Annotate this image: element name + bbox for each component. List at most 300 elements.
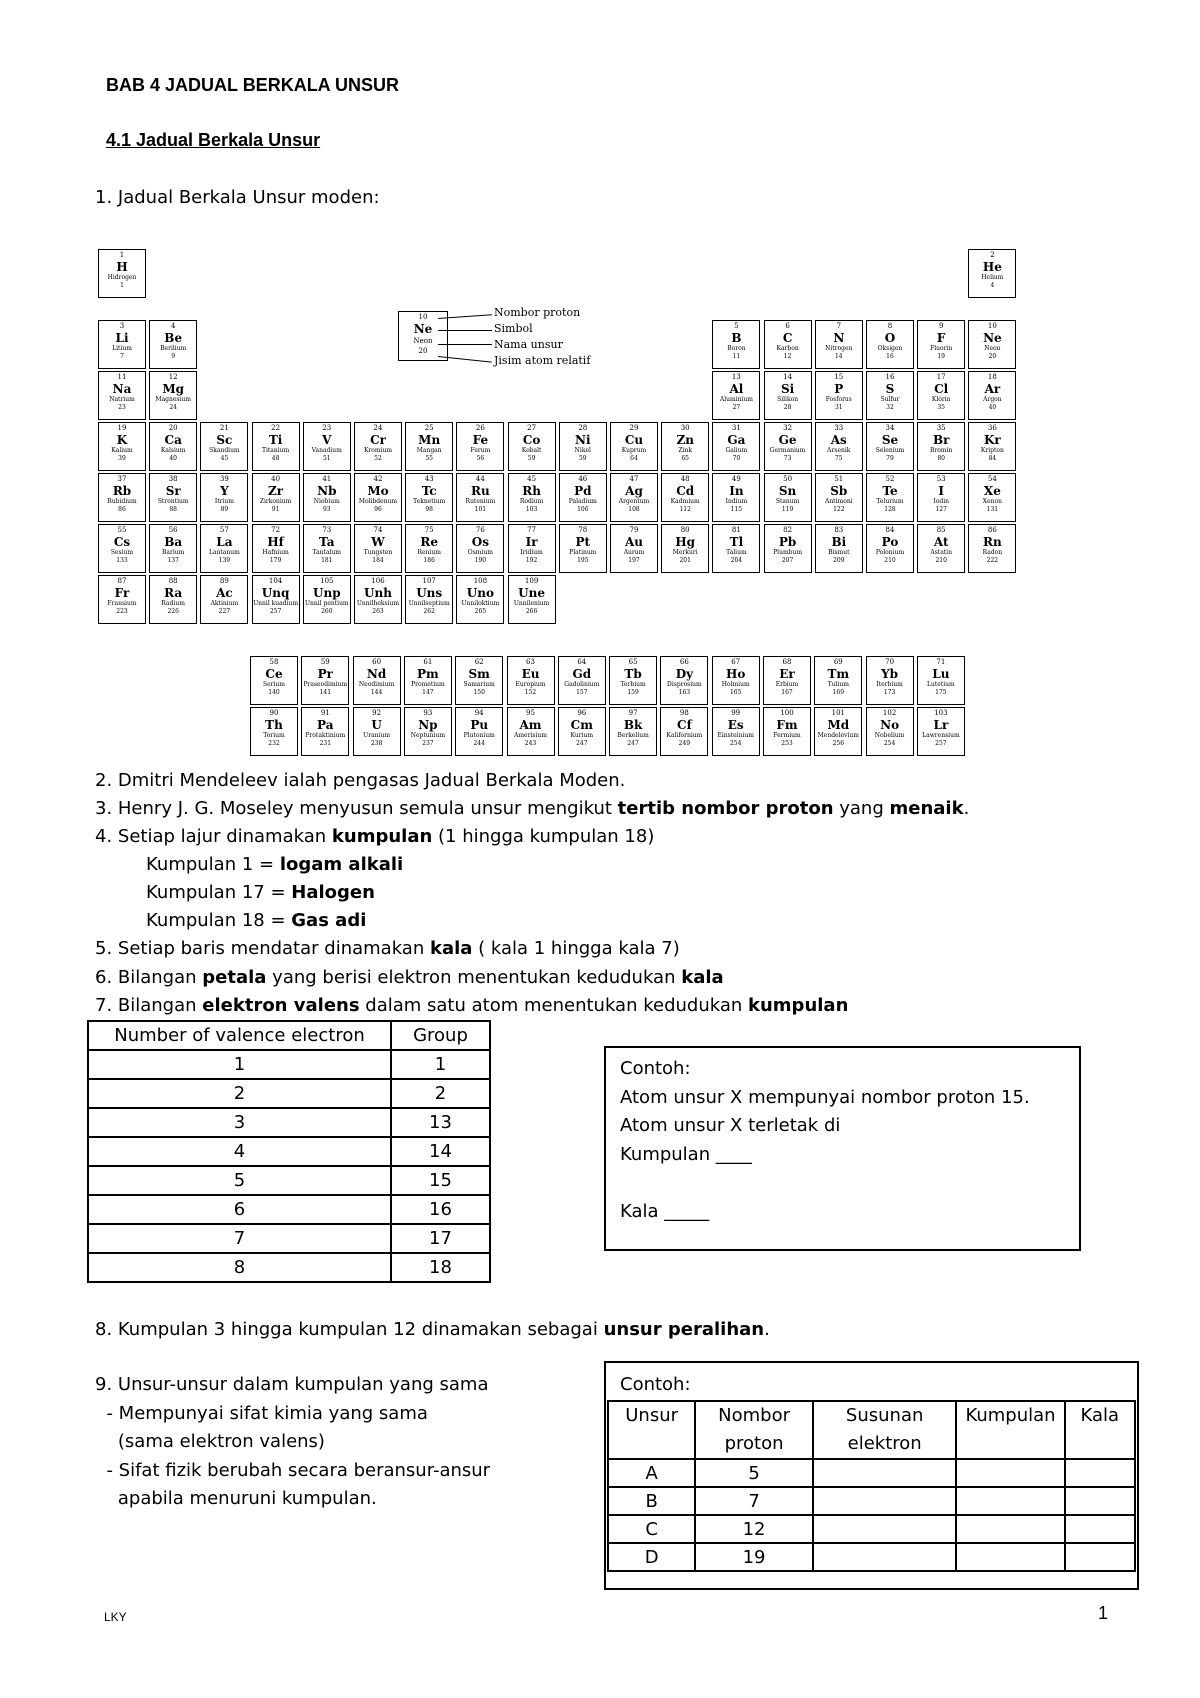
element-mass: 86: [118, 506, 126, 513]
element-cell: [917, 524, 965, 573]
element-cell: [456, 473, 504, 522]
element-cell: [303, 524, 351, 573]
element-mass: 181: [321, 557, 333, 564]
element-mass: 65: [681, 455, 689, 462]
element-symbol: Tl: [729, 535, 744, 549]
element-mass: 56: [476, 455, 485, 462]
column-header-line: Kumpulan: [965, 1405, 1056, 1426]
element-symbol: Ba: [164, 535, 183, 549]
element-symbol: Pt: [575, 535, 591, 549]
valence-cell: 2: [88, 1079, 391, 1108]
element-name: Kalium: [111, 447, 133, 454]
element-mass: 59: [578, 455, 587, 462]
element-name: Neptunium: [410, 732, 446, 739]
element-mass: 39: [118, 455, 126, 462]
element-proton: 29: [629, 424, 639, 432]
element-cell: [405, 575, 453, 624]
element-mass: 184: [372, 557, 384, 564]
element-symbol: Ce: [265, 667, 283, 681]
item-8: 8. Kumpulan 3 hingga kumpulan 12 dinamakan sebagai unsur peralihan.: [95, 1319, 770, 1340]
element-proton: 93: [423, 709, 433, 717]
element-symbol: Y: [220, 484, 229, 498]
element-name: Uranium: [363, 732, 391, 739]
element-mass: 190: [474, 557, 487, 564]
element-cell: [98, 524, 146, 573]
element-symbol: Ho: [726, 667, 746, 681]
valence-cell: 8: [88, 1253, 391, 1282]
key-label-name: Nama unsur: [494, 338, 563, 351]
element-name: Indium: [725, 498, 748, 505]
element-proton: 38: [168, 475, 178, 483]
element-name: Fransium: [107, 600, 137, 607]
element-cell: [252, 575, 300, 624]
element-proton: 63: [526, 658, 535, 666]
element-cell: [712, 422, 760, 471]
element-symbol: Fm: [776, 718, 798, 732]
table-row: [88, 1079, 490, 1108]
element-symbol: Au: [624, 535, 644, 549]
element-proton: 80: [680, 526, 690, 534]
element-proton: 30: [680, 424, 690, 432]
element-mass: 140: [268, 689, 280, 696]
element-proton: 76: [475, 526, 485, 534]
valence-cell: 7: [88, 1224, 391, 1253]
element-symbol: Ra: [164, 586, 183, 600]
page-number: 1: [1098, 1603, 1109, 1623]
element-mass: 101: [474, 506, 487, 513]
element-mass: 11: [732, 353, 741, 360]
element-cell: [764, 320, 812, 369]
element-proton: 24: [373, 424, 383, 432]
element-proton: 36: [987, 424, 997, 432]
element-cell: [712, 320, 760, 369]
element-name: Gadolinium: [564, 681, 600, 688]
element-mass: 52: [374, 455, 382, 462]
element-symbol: Cd: [676, 484, 695, 498]
element-mass: 23: [118, 404, 126, 411]
element-name: Germanium: [769, 447, 806, 454]
element-symbol: I: [938, 484, 944, 498]
element-symbol: Gd: [572, 667, 592, 681]
element-symbol: Kr: [984, 433, 1001, 447]
element-cell: [968, 249, 1016, 298]
table-row: [88, 1137, 490, 1166]
element-proton: 90: [269, 709, 279, 717]
element-mass: 197: [628, 557, 640, 564]
element-proton: 37: [117, 475, 127, 483]
table-row: [88, 1108, 490, 1137]
table-row: [88, 1253, 490, 1282]
element-symbol: Tb: [624, 667, 642, 681]
element-mass: 27: [732, 404, 741, 411]
element-cell: [815, 320, 863, 369]
element-proton: 99: [731, 709, 741, 717]
item-9-line: apabila menuruni kumpulan.: [95, 1488, 377, 1509]
element-symbol: Hg: [675, 535, 696, 549]
element-symbol: In: [729, 484, 744, 498]
element-symbol: Unp: [313, 586, 341, 600]
element-proton: 28: [578, 424, 588, 432]
element-name: Magnesium: [155, 396, 191, 403]
element-cell: [200, 524, 248, 573]
element-mass: 227: [218, 608, 231, 615]
element-cell: [405, 422, 453, 471]
element-mass: 75: [834, 455, 843, 462]
column-header: [695, 1401, 813, 1459]
element-proton: 109: [524, 577, 539, 585]
table-cell: 19: [695, 1543, 813, 1571]
element-cell: [303, 422, 351, 471]
group-cell: 1: [391, 1050, 490, 1079]
element-cell: [764, 473, 812, 522]
element-name: Disprosium: [667, 681, 702, 688]
element-cell: [815, 473, 863, 522]
group-cell: 15: [391, 1166, 490, 1195]
element-mass: 147: [422, 689, 434, 696]
item-7: 7. Bilangan elektron valens dalam satu atom menentukan kedudukan kumpulan: [95, 995, 849, 1016]
element-symbol: Er: [779, 667, 795, 681]
element-name: Nobelium: [874, 732, 905, 739]
example-1-line: Kumpulan ____: [620, 1143, 752, 1165]
element-symbol: P: [834, 382, 844, 396]
element-name: Hafnium: [262, 549, 289, 556]
item-2: 2. Dmitri Mendeleev ialah pengasas Jadual Berkala Moden.: [95, 770, 626, 791]
element-mass: 139: [218, 557, 231, 564]
element-mass: 70: [732, 455, 741, 462]
item-9-line: 9. Unsur-unsur dalam kumpulan yang sama: [95, 1374, 489, 1395]
element-name: Lawrensium: [922, 732, 960, 739]
element-proton: 89: [219, 577, 229, 585]
element-proton: 53: [936, 475, 946, 483]
element-proton: 19: [117, 424, 127, 432]
table-row: [608, 1487, 1135, 1515]
group-cell: 17: [391, 1224, 490, 1253]
element-symbol: Mo: [367, 484, 389, 498]
valence-cell: 3: [88, 1108, 391, 1137]
element-symbol: Nd: [366, 667, 387, 681]
column-header: [956, 1401, 1064, 1459]
element-mass: 1: [120, 282, 124, 289]
element-mass: 98: [425, 506, 433, 513]
column-header: [813, 1401, 957, 1459]
element-proton: 68: [782, 658, 792, 666]
element-symbol: Dy: [675, 667, 694, 681]
element-name: Unnilseptium: [408, 600, 450, 607]
table-row: [88, 1166, 490, 1195]
group-cell: 2: [391, 1079, 490, 1108]
element-cell: [763, 707, 811, 756]
element-symbol: Sn: [778, 484, 797, 498]
element-mass: 163: [678, 689, 691, 696]
element-proton: 94: [474, 709, 484, 717]
element-name: Argentum: [618, 498, 650, 505]
element-proton: 88: [168, 577, 178, 585]
example-1-line: Atom unsur X terletak di: [620, 1115, 841, 1136]
element-proton: 84: [885, 526, 895, 534]
table-cell: [1065, 1487, 1135, 1515]
element-symbol: Li: [115, 331, 129, 345]
element-proton: 33: [834, 424, 844, 432]
element-proton: 97: [628, 709, 638, 717]
element-name: Protaktinium: [305, 732, 346, 739]
element-symbol: Sc: [216, 433, 233, 447]
element-symbol: Lr: [933, 718, 949, 732]
element-cell: [866, 707, 914, 756]
table-cell: [956, 1459, 1064, 1487]
element-proton: 32: [783, 424, 793, 432]
element-proton: 44: [475, 475, 485, 483]
element-mass: 84: [988, 455, 997, 462]
element-name: Polonium: [875, 549, 905, 556]
element-name: Lantanum: [208, 549, 240, 556]
example-2-table: [607, 1400, 1136, 1572]
element-proton: 39: [219, 475, 229, 483]
element-name: Antimoni: [824, 498, 853, 505]
element-name: Sesium: [110, 549, 134, 556]
element-cell: [609, 707, 657, 756]
element-proton: 72: [271, 526, 281, 534]
element-mass: 179: [269, 557, 282, 564]
element-name: Rubidium: [107, 498, 137, 505]
element-symbol: Unh: [364, 586, 392, 600]
element-name: Aurum: [623, 549, 645, 556]
element-mass: 32: [886, 404, 894, 411]
element-proton: 104: [268, 577, 283, 585]
element-cell: [917, 371, 965, 420]
element-proton: 31: [731, 424, 741, 432]
element-mass: 144: [370, 689, 383, 696]
column-header: [1065, 1401, 1135, 1459]
element-cell: [764, 524, 812, 573]
element-symbol: Es: [727, 718, 744, 732]
element-name: Kromium: [363, 447, 393, 454]
table-cell: [1065, 1459, 1135, 1487]
element-symbol: Tc: [421, 484, 437, 498]
element-cell: [303, 575, 351, 624]
element-symbol: N: [833, 331, 845, 345]
element-proton: 54: [987, 475, 997, 483]
element-proton: 65: [628, 658, 638, 666]
element-symbol: Re: [420, 535, 438, 549]
element-mass: 28: [783, 404, 792, 411]
element-proton: 102: [882, 709, 897, 717]
element-name: Xenon: [982, 498, 1002, 505]
element-proton: 106: [371, 577, 385, 585]
element-mass: 91: [271, 506, 280, 513]
element-cell: [712, 524, 760, 573]
element-name: Kuprum: [621, 447, 647, 454]
element-cell: [508, 473, 556, 522]
element-proton: 46: [578, 475, 588, 483]
element-symbol: Si: [780, 382, 795, 396]
element-proton: 67: [731, 658, 741, 666]
section-heading: 4.1 Jadual Berkala Unsur: [106, 130, 321, 150]
element-name: Talium: [726, 549, 747, 556]
element-symbol: Pd: [574, 484, 592, 498]
element-mass: 247: [627, 740, 639, 747]
element-cell: [455, 656, 503, 705]
element-cell: [456, 524, 504, 573]
element-cell: [301, 707, 349, 756]
element-proton: 87: [117, 577, 127, 585]
element-cell: [404, 707, 452, 756]
element-symbol: Np: [418, 718, 438, 732]
element-name: Hidrogen: [107, 274, 137, 281]
element-proton: 15: [834, 373, 844, 381]
element-name: Terbium: [620, 681, 646, 688]
element-name: Mangan: [416, 447, 442, 454]
valence-cell: 5: [88, 1166, 391, 1195]
table-cell: [813, 1487, 957, 1515]
element-mass: 253: [781, 740, 793, 747]
element-cell: [149, 575, 197, 624]
element-mass: 157: [576, 689, 588, 696]
element-cell: [200, 575, 248, 624]
group-cell: 14: [391, 1137, 490, 1166]
element-symbol: O: [884, 331, 896, 345]
element-symbol: Ge: [778, 433, 797, 447]
element-mass: 19: [937, 353, 945, 360]
element-symbol: Cl: [934, 382, 949, 396]
element-mass: 186: [423, 557, 435, 564]
element-mass: 159: [627, 689, 639, 696]
element-proton: 8: [887, 322, 893, 330]
element-mass: 4: [990, 282, 995, 289]
element-name: Rutenium: [465, 498, 496, 505]
element-cell: [814, 707, 862, 756]
element-name: Telurium: [876, 498, 904, 505]
element-name: Platinum: [569, 549, 597, 556]
element-mass: 112: [679, 506, 691, 513]
element-symbol: Cf: [677, 718, 692, 732]
element-name: Bromin: [930, 447, 953, 454]
element-proton: 91: [320, 709, 330, 717]
element-name: Plumbum: [773, 549, 803, 556]
element-cell: [149, 371, 197, 420]
element-cell: [866, 473, 914, 522]
element-proton: 81: [731, 526, 741, 534]
group-cell: 18: [391, 1253, 490, 1282]
element-mass: 167: [781, 689, 793, 696]
element-name: Praseodimium: [303, 681, 348, 688]
element-mass: 209: [833, 557, 845, 564]
element-name: Radium: [161, 600, 185, 607]
element-symbol: Rb: [112, 484, 132, 498]
element-symbol: Ti: [268, 433, 283, 447]
valence-cell: 4: [88, 1137, 391, 1166]
element-name: Itrium: [214, 498, 234, 505]
element-mass: 192: [525, 557, 538, 564]
element-mass: 103: [525, 506, 538, 513]
element-symbol: Pm: [417, 667, 439, 681]
valence-table: [87, 1020, 491, 1283]
element-name: Natrium: [109, 396, 135, 403]
element-symbol: Hf: [267, 535, 284, 549]
element-cell: [917, 473, 965, 522]
column-header-line: proton: [724, 1433, 784, 1454]
element-proton: 23: [322, 424, 332, 432]
element-mass: 7: [120, 353, 124, 360]
element-cell: [866, 320, 914, 369]
key-name: Neon: [413, 337, 433, 345]
element-name: Kobalt: [521, 447, 542, 454]
element-name: Amerisium: [514, 732, 547, 739]
element-name: Iterbium: [876, 681, 903, 688]
element-name: Fluorin: [930, 345, 953, 352]
element-cell: [354, 422, 402, 471]
element-proton: 56: [168, 526, 178, 534]
element-symbol: Rh: [522, 484, 541, 498]
element-proton: 17: [936, 373, 946, 381]
valence-header: Number of valence electron: [88, 1021, 391, 1050]
element-name: Strontium: [157, 498, 189, 505]
element-proton: 108: [473, 577, 488, 585]
item-9-line: - Sifat fizik berubah secara beransur-ansur: [95, 1459, 491, 1481]
element-symbol: Co: [522, 433, 541, 447]
element-mass: 122: [833, 506, 845, 513]
element-mass: 244: [473, 740, 485, 747]
element-cell: [660, 656, 708, 705]
key-proton: 10: [418, 313, 428, 321]
element-mass: 223: [116, 608, 128, 615]
element-cell: [968, 524, 1016, 573]
element-name: Merkuri: [672, 549, 698, 556]
element-name: Tungsten: [363, 549, 393, 556]
element-name: Tulium: [827, 681, 849, 688]
table-cell: D: [608, 1543, 695, 1571]
element-name: Radon: [982, 549, 1003, 556]
element-cell: [353, 707, 401, 756]
element-proton: 69: [833, 658, 843, 666]
element-cell: [456, 422, 504, 471]
element-mass: 237: [422, 740, 434, 747]
element-symbol: Bk: [623, 718, 643, 732]
element-name: Oksigen: [877, 345, 903, 352]
element-mass: 201: [679, 557, 691, 564]
element-mass: 256: [832, 740, 845, 747]
element-mass: 243: [524, 740, 537, 747]
element-name: Berkelium: [617, 732, 649, 739]
element-mass: 51: [322, 455, 331, 462]
element-mass: 254: [729, 740, 742, 747]
element-name: Helium: [981, 274, 1004, 281]
element-cell: [968, 320, 1016, 369]
element-cell: [98, 422, 146, 471]
element-name: Unnilheksium: [356, 600, 400, 607]
element-symbol: Lu: [932, 667, 950, 681]
element-symbol: Th: [265, 718, 283, 732]
element-symbol: He: [982, 260, 1002, 274]
element-symbol: Cs: [113, 535, 131, 549]
element-mass: 35: [937, 404, 945, 411]
valence-cell: 1: [88, 1050, 391, 1079]
element-proton: 26: [475, 424, 485, 432]
element-name: Mendelevium: [817, 732, 859, 739]
element-symbol: Une: [518, 586, 545, 600]
element-mass: 262: [423, 608, 435, 615]
element-symbol: Fr: [114, 586, 130, 600]
element-cell: [917, 656, 965, 705]
table-cell: [1065, 1543, 1135, 1571]
element-name: Nitrogen: [825, 345, 853, 352]
element-name: Unnilenium: [513, 600, 550, 607]
element-proton: 40: [271, 475, 281, 483]
element-proton: 77: [527, 526, 537, 534]
element-mass: 64: [630, 455, 638, 462]
element-symbol: Be: [164, 331, 183, 345]
element-symbol: Al: [729, 382, 744, 396]
key-symbol: Ne: [413, 322, 433, 336]
